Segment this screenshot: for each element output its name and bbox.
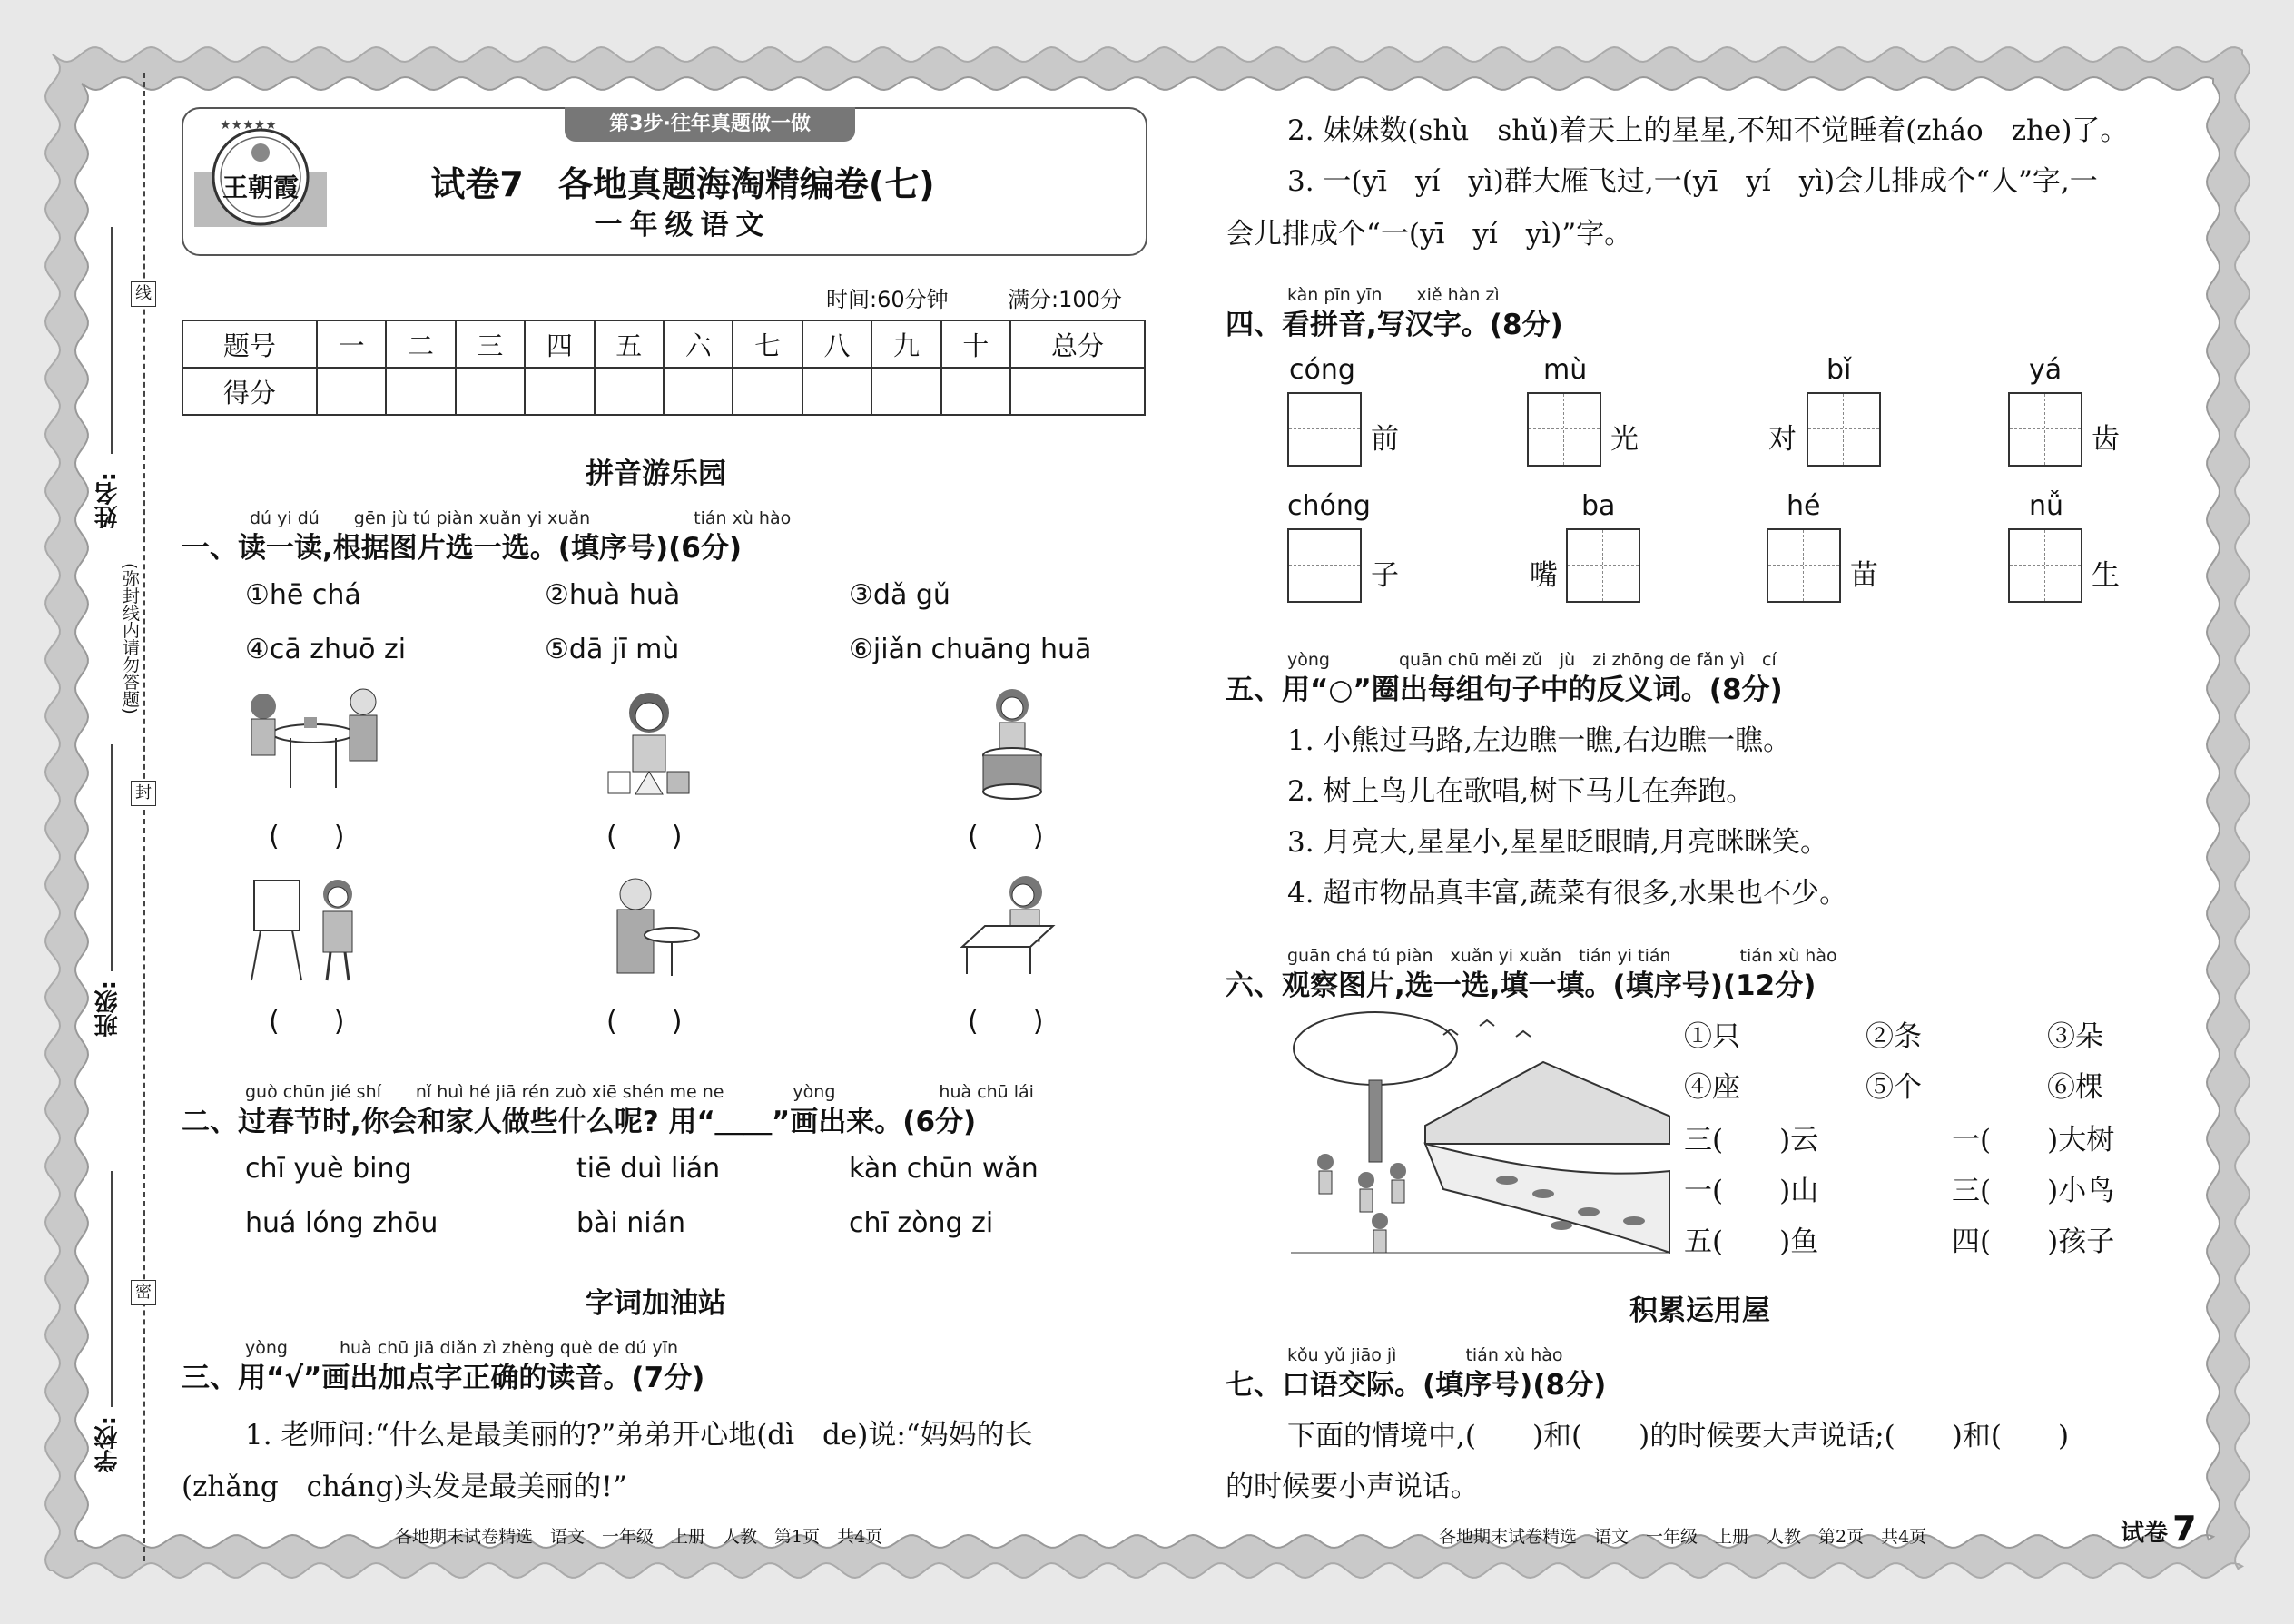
q3-item-3b: 会儿排成个“一(yī yí yì)”字。 <box>1226 218 1633 251</box>
score-head-cell: 六 <box>664 320 733 368</box>
q4-pinyin-label: yá <box>2029 354 2063 386</box>
q6-blank[interactable]: 一( )大树 <box>1952 1124 2115 1156</box>
score-head-cell: 总分 <box>1010 320 1145 368</box>
q4-char-box[interactable] <box>1527 392 1601 467</box>
score-head-cell: 九 <box>871 320 940 368</box>
q1-title: 一、读一读,根据图片选一选。(填序号)(6分) <box>182 532 743 565</box>
score-cell[interactable] <box>386 368 455 415</box>
q7-pinyin: kǒu yǔ jiāo jì tián xù hào <box>1287 1345 1563 1365</box>
exam-title: 试卷7 各地真题海淘精编卷(七) <box>430 164 935 204</box>
school-label: 学校: <box>94 1416 122 1473</box>
class-field[interactable] <box>111 744 113 971</box>
binding-strip <box>91 73 172 1561</box>
q4-before-char: 嘴 <box>1530 559 1558 592</box>
q3-item-3a: 3. 一(yī yí yì)群大雁飞过,一(yī yí yì)会儿排成个“人”字,一 <box>1287 165 2098 198</box>
svg-text:★★★★★: ★★★★★ <box>220 118 277 133</box>
picture-painting <box>247 871 374 985</box>
q5-item: 4. 超市物品真丰富,蔬菜有很多,水果也不少。 <box>1287 877 1848 910</box>
q1-answer-blank[interactable]: ( ) <box>269 1006 345 1038</box>
q1-option: ③dǎ gǔ <box>849 579 950 611</box>
q6-blank[interactable]: 三( )小鸟 <box>1952 1175 2115 1207</box>
score-head-cell: 三 <box>456 320 525 368</box>
binding-line-char: 线 <box>131 281 156 307</box>
q2-option[interactable]: chī yuè bing <box>245 1153 412 1185</box>
picture-building-blocks <box>595 685 704 803</box>
school-field[interactable] <box>111 1171 113 1407</box>
q6-blank[interactable]: 五( )鱼 <box>1684 1225 1819 1258</box>
q1-option: ②huà huà <box>545 579 681 611</box>
q3-item-1a: 1. 老师问:“什么是最美丽的?”弟弟开心地(dì de)说:“妈妈的长 <box>245 1419 1033 1452</box>
q7-title: 七、口语交际。(填序号)(8分) <box>1226 1369 1607 1402</box>
score-row <box>182 368 1145 415</box>
q4-after-char: 齿 <box>2092 423 2120 456</box>
q1-pinyin: dú yi dú gēn jù tú piàn xuǎn yi xuǎn tián xù hào <box>250 508 792 528</box>
q3-item-2: 2. 妹妹数(shù shǔ)着天上的星星,不知不觉睡着(zháo zhe)了。 <box>1287 114 2129 147</box>
q2-option[interactable]: kàn chūn wǎn <box>849 1153 1039 1185</box>
section-title-pinyin: 拼音游乐园 <box>586 458 726 490</box>
paper-badge <box>2121 1509 2197 1549</box>
header-box <box>182 107 1147 256</box>
q2-pinyin: guò chūn jié shí nǐ huì hé jiā rén zuò xiē shén me ne yòng huà chū lái <box>245 1082 1034 1102</box>
q6-blank[interactable]: 三( )云 <box>1684 1124 1819 1156</box>
q4-after-char: 苗 <box>1850 559 1878 592</box>
q6-option: ②条 <box>1866 1020 1922 1053</box>
picture-drumming <box>967 683 1058 805</box>
score-cell[interactable] <box>525 368 594 415</box>
q6-option: ①只 <box>1684 1020 1740 1053</box>
score-row-label: 得分 <box>182 368 317 415</box>
q1-answer-blank[interactable]: ( ) <box>968 1006 1044 1038</box>
q4-pinyin-label: mù <box>1543 354 1588 386</box>
q3-item-1b: (zhǎng cháng)头发是最美丽的!” <box>182 1471 627 1503</box>
q1-answer-blank[interactable]: ( ) <box>606 1006 683 1038</box>
score-cell[interactable] <box>871 368 940 415</box>
q4-title: 四、看拼音,写汉字。(8分) <box>1226 309 1563 341</box>
q2-option[interactable]: chī zòng zi <box>849 1207 994 1239</box>
score-head-cell: 二 <box>386 320 455 368</box>
score-cell[interactable] <box>941 368 1010 415</box>
q6-option: ④座 <box>1684 1071 1740 1104</box>
q4-pinyin-label: bǐ <box>1826 354 1852 386</box>
logo-text: 王朝霞 <box>222 172 299 202</box>
score-cell[interactable] <box>802 368 871 415</box>
q2-title: 二、过春节时,你会和家人做些什么呢? 用“＿＿”画出来。(6分) <box>182 1106 977 1138</box>
q4-pinyin-label: nǚ <box>2029 490 2064 522</box>
picture-landscape <box>1289 1008 1670 1257</box>
q5-pinyin: yòng quān chū měi zǔ jù zi zhōng de fǎn yì cí <box>1287 650 1777 670</box>
q6-title: 六、观察图片,选一选,填一填。(填序号)(12分) <box>1226 969 1816 1002</box>
q4-char-box[interactable] <box>1807 392 1881 467</box>
q3-pinyin: yòng huà chū jiā diǎn zì zhèng què de dú yīn <box>245 1338 679 1358</box>
q4-pinyin-label: hé <box>1787 490 1821 522</box>
q4-pinyin-label: ba <box>1581 490 1616 522</box>
q7-text-b: 的时候要小声说话。 <box>1226 1471 1479 1503</box>
paper-badge-number: 7 <box>2172 1509 2197 1549</box>
q2-option[interactable]: huá lóng zhōu <box>245 1207 438 1239</box>
q5-item: 2. 树上鸟儿在歌唱,树下马儿在奔跑。 <box>1287 775 1755 808</box>
score-head-cell: 八 <box>802 320 871 368</box>
q4-after-char: 前 <box>1371 423 1399 456</box>
paper-badge-label: 试卷 <box>2121 1520 2169 1547</box>
binding-seal2-char: 密 <box>131 1280 156 1305</box>
score-header-row <box>182 320 1145 368</box>
score-cell[interactable] <box>317 368 386 415</box>
q4-after-char: 生 <box>2092 559 2120 592</box>
q6-option: ⑥棵 <box>2047 1071 2103 1104</box>
score-head-cell: 一 <box>317 320 386 368</box>
q4-char-box[interactable] <box>1287 528 1362 603</box>
q2-option[interactable]: tiē duì lián <box>576 1153 721 1185</box>
right-footer: 各地期末试卷精选 语文 一年级 上册 人教 第2页 共4页 <box>1439 1527 1927 1547</box>
q1-answer-blank[interactable]: ( ) <box>269 821 345 852</box>
picture-tea-drinking <box>241 679 386 802</box>
picture-wiping-table <box>958 870 1067 983</box>
q4-char-box[interactable] <box>2008 392 2082 467</box>
score-cell[interactable] <box>733 368 802 415</box>
q6-option: ⑤个 <box>1866 1071 1922 1104</box>
binding-seal-char: 封 <box>131 781 156 806</box>
q1-option: ④cā zhuō zi <box>245 634 407 665</box>
q1-answer-blank[interactable]: ( ) <box>606 821 683 852</box>
q1-option: ⑥jiǎn chuāng huā <box>849 634 1092 665</box>
q1-answer-blank[interactable]: ( ) <box>968 821 1044 852</box>
q4-pinyin-label: cóng <box>1289 354 1355 386</box>
q1-option: ⑤dā jī mù <box>545 634 680 665</box>
section-title-words: 字词加油站 <box>586 1287 726 1320</box>
score-table <box>182 320 1146 416</box>
q4-char-box[interactable] <box>1287 392 1362 467</box>
q4-after-char: 子 <box>1371 559 1399 592</box>
exam-time: 时间:60分钟 <box>826 287 949 312</box>
q7-text-a: 下面的情境中,( )和( )的时候要大声说话;( )和( ) <box>1287 1420 2070 1452</box>
exam-full-score: 满分:100分 <box>1008 287 1122 312</box>
q4-char-box[interactable] <box>1566 528 1640 603</box>
score-head-cell: 七 <box>733 320 802 368</box>
score-cell[interactable] <box>595 368 664 415</box>
q1-option: ①hē chá <box>245 579 361 611</box>
step-tab: 第3步·往年真题做一做 <box>565 107 855 142</box>
score-head-cell: 四 <box>525 320 594 368</box>
q6-option: ③朵 <box>2047 1020 2103 1053</box>
q4-char-box[interactable] <box>2008 528 2082 603</box>
q4-pinyin: kàn pīn yīn xiě hàn zì <box>1287 285 1500 305</box>
score-cell[interactable] <box>1010 368 1145 415</box>
name-label: 姓名: <box>94 472 122 529</box>
score-cell[interactable] <box>456 368 525 415</box>
score-cell[interactable] <box>664 368 733 415</box>
class-label: 班级: <box>94 980 122 1038</box>
q4-char-box[interactable] <box>1767 528 1841 603</box>
section-title-accumulate: 积累运用屋 <box>1629 1294 1770 1327</box>
exam-subtitle: 一年级语文 <box>594 209 772 241</box>
logo <box>192 118 329 245</box>
q6-blank[interactable]: 一( )山 <box>1684 1175 1819 1207</box>
q6-pinyin: guān chá tú piàn xuǎn yi xuǎn tián yi tián tián xù hào <box>1287 946 1837 966</box>
picture-paper-cutting <box>595 871 704 985</box>
score-head-cell: 题号 <box>182 320 317 368</box>
binding-note: (弥封线内请勿答题) <box>120 563 140 714</box>
q4-pinyin-label: chóng <box>1287 490 1371 522</box>
score-head-cell: 五 <box>595 320 664 368</box>
score-head-cell: 十 <box>941 320 1010 368</box>
q4-after-char: 光 <box>1610 423 1639 456</box>
q3-title: 三、用“√”画出加点字正确的读音。(7分) <box>182 1362 705 1394</box>
q4-before-char: 对 <box>1768 423 1797 456</box>
q5-item: 3. 月亮大,星星小,星星眨眼睛,月亮眯眯笑。 <box>1287 826 1828 859</box>
name-field[interactable] <box>111 227 113 454</box>
left-footer: 各地期末试卷精选 语文 一年级 上册 人教 第1页 共4页 <box>395 1527 883 1547</box>
q5-title: 五、用“○”圈出每组句子中的反义词。(8分) <box>1226 674 1783 706</box>
q6-blank[interactable]: 四( )孩子 <box>1952 1225 2115 1258</box>
q2-option[interactable]: bài nián <box>576 1207 686 1239</box>
q5-item: 1. 小熊过马路,左边瞧一瞧,右边瞧一瞧。 <box>1287 724 1792 757</box>
